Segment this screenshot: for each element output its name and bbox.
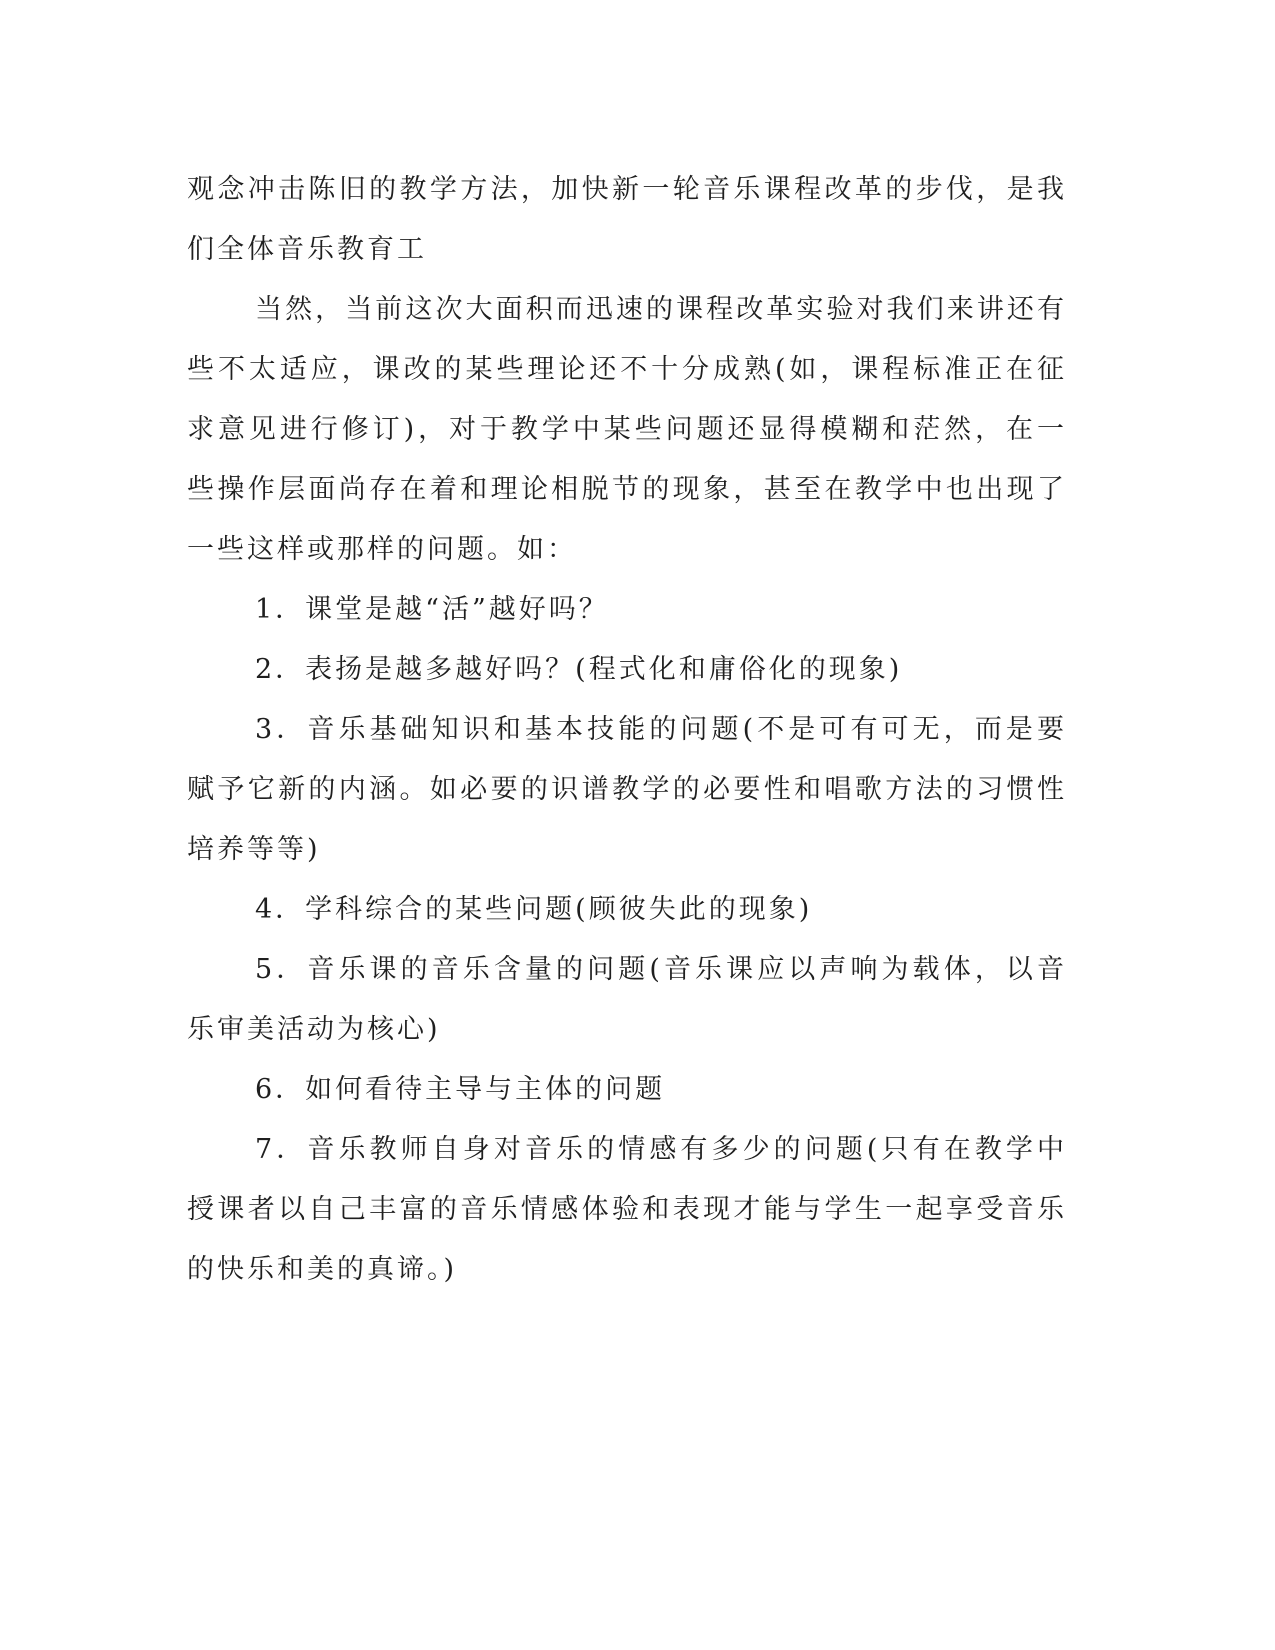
document-body: [187, 160, 1067, 1300]
paragraph-continuation: 观念冲击陈旧的教学方法，加快新一轮音乐课程改革的步伐，是我们全体音乐教育工: [187, 174, 1067, 265]
list-item-5: 5．音乐课的音乐含量的问题(音乐课应以声响为载体，以音乐审美活动为核心): [187, 954, 1067, 1045]
list-item-7: 7．音乐教师自身对音乐的情感有多少的问题(只有在教学中授课者以自己丰富的音乐情感体验和表现才能与学生一起享受音乐的快乐和美的真谛。): [187, 1134, 1067, 1285]
paragraph-intro: 当然，当前这次大面积而迅速的课程改革实验对我们来讲还有些不太适应，课改的某些理论还不十分成熟(如，课程标准正在征求意见进行修订)，对于教学中某些问题还显得模糊和茫然，在一些操作层面尚存在着和理论相脱节的现象，甚至在教学中也出现了一些这样或那样的问题。如：: [187, 294, 1067, 565]
list-item-3: 3．音乐基础知识和基本技能的问题(不是可有可无，而是要赋予它新的内涵。如必要的识谱教学的必要性和唱歌方法的习惯性培养等等): [187, 714, 1067, 865]
list-item-1: 1．课堂是越“活”越好吗？: [255, 594, 609, 625]
list-item-4: 4．学科综合的某些问题(顾彼失此的现象): [255, 894, 813, 925]
list-item-2: 2．表扬是越多越好吗？(程式化和庸俗化的现象): [255, 654, 903, 685]
list-item-6: 6．如何看待主导与主体的问题: [255, 1074, 666, 1105]
